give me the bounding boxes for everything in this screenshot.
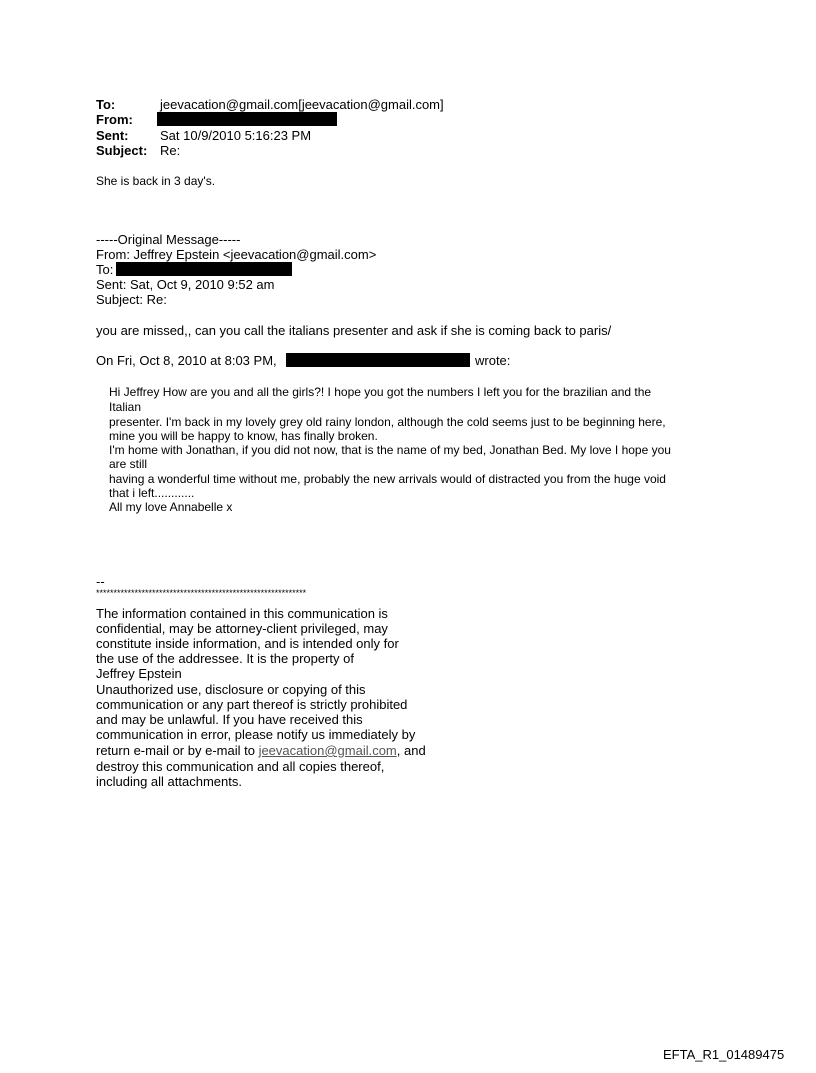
disclaimer-line: and may be unlawful. If you have received this — [96, 712, 363, 727]
quoted-line: All my love Annabelle x — [109, 500, 233, 514]
original-from: From: Jeffrey Epstein <jeevacation@gmail.com> — [96, 247, 377, 262]
original-body: you are missed,, can you call the italians presenter and ask if she is coming back to paris/ — [96, 323, 612, 338]
quoted-line: that i left............ — [109, 486, 195, 500]
subject-label: Subject: — [96, 143, 148, 158]
quoted-line: I'm home with Jonathan, if you did not now, that is the name of my bed, Jonathan Bed. My love I hope you — [109, 443, 671, 457]
from-label: From: — [96, 112, 133, 127]
original-to-label: To: — [96, 262, 114, 277]
disclaimer-line: Unauthorized use, disclosure or copying of this — [96, 682, 366, 697]
signature-dashes: -- — [96, 574, 105, 589]
disclaimer-line: communication or any part thereof is strictly prohibited — [96, 697, 408, 712]
disclaimer-email-line — [96, 743, 426, 758]
sent-label: Sent: — [96, 128, 129, 143]
redaction-bar — [157, 112, 337, 126]
to-value: jeevacation@gmail.com[jeevacation@gmail.com] — [160, 97, 444, 112]
original-subject: Subject: Re: — [96, 292, 167, 307]
quoted-line: presenter. I'm back in my lovely grey old rainy london, although the cold seems just to be beginning here, — [109, 415, 666, 429]
footer-document-id: EFTA_R1_01489475 — [663, 1047, 785, 1062]
quoted-line: mine you will be happy to know, has finally broken. — [109, 429, 378, 443]
on-date-prefix: On Fri, Oct 8, 2010 at 8:03 PM, — [96, 353, 277, 368]
disclaimer-line: constitute inside information, and is intended only for — [96, 636, 399, 651]
signature-stars: ************************************************************ — [96, 588, 307, 598]
wrote-label: wrote: — [475, 353, 511, 368]
subject-value: Re: — [160, 143, 181, 158]
quoted-line: having a wonderful time without me, probably the new arrivals would of distracted you from the huge void — [109, 472, 666, 486]
disclaimer-line: destroy this communication and all copies thereof, — [96, 759, 385, 774]
redaction-bar — [116, 262, 292, 276]
email-link[interactable]: jeevacation@gmail.com — [258, 743, 397, 758]
to-label: To: — [96, 97, 116, 112]
disclaimer-line: confidential, may be attorney-client privileged, may — [96, 621, 388, 636]
disclaimer-line: communication in error, please notify us immediately by — [96, 727, 416, 742]
original-sent: Sent: Sat, Oct 9, 2010 9:52 am — [96, 277, 275, 292]
quoted-line: are still — [109, 457, 148, 471]
quoted-line: Italian — [109, 400, 142, 414]
quoted-line: Hi Jeffrey How are you and all the girls?! I hope you got the numbers I left you for the brazilian and the — [109, 385, 652, 399]
disclaimer-line: including all attachments. — [96, 774, 242, 789]
redaction-bar — [286, 353, 470, 367]
disclaimer-line: Jeffrey Epstein — [96, 666, 182, 681]
sent-value: Sat 10/9/2010 5:16:23 PM — [160, 128, 312, 143]
reply-body: She is back in 3 day's. — [96, 174, 216, 188]
disclaimer-email-suffix: , and — [396, 743, 426, 758]
original-separator: -----Original Message----- — [96, 232, 241, 247]
disclaimer-line: the use of the addressee. It is the property of — [96, 651, 354, 666]
disclaimer-email-prefix: return e-mail or by e-mail to — [96, 743, 259, 758]
disclaimer-line: The information contained in this communication is — [96, 606, 388, 621]
